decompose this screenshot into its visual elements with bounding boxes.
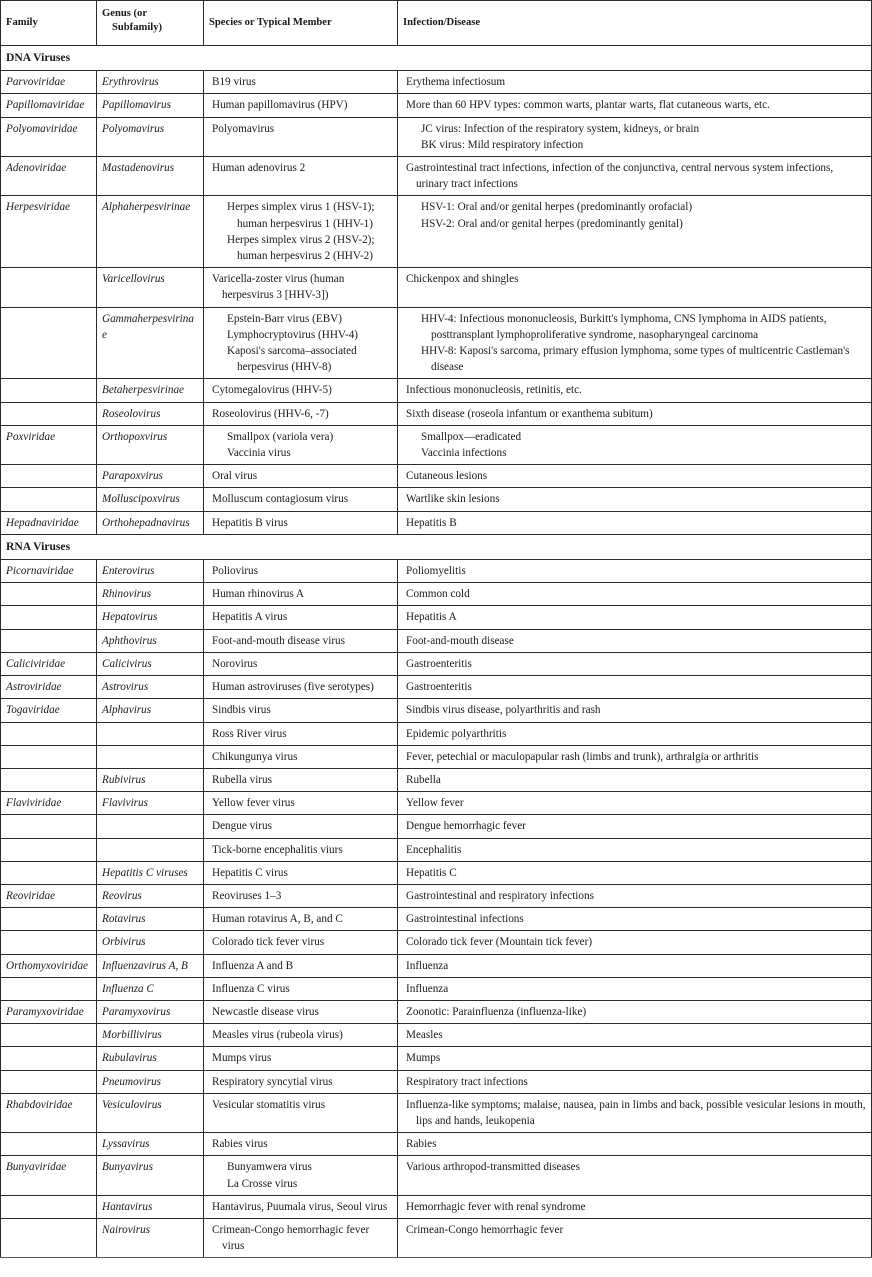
disease-cell: Gastrointestinal and respiratory infections — [398, 884, 872, 907]
genus-cell: Nairovirus — [97, 1218, 204, 1257]
family-cell — [1, 745, 97, 768]
species-cell: Newcastle disease virus — [204, 1000, 398, 1023]
genus-cell: Paramyxovirus — [97, 1000, 204, 1023]
disease-cell: Measles — [398, 1024, 872, 1047]
genus-cell: Influenza C — [97, 977, 204, 1000]
disease-cell — [398, 425, 872, 464]
species-cell: Human rotavirus A, B, and C — [204, 908, 398, 931]
table-row — [1, 402, 872, 425]
species-cell: Norovirus — [204, 652, 398, 675]
disease-cell: Gastrointestinal tract infections, infection of the conjunctiva, central nervous system infections, urinary tract infections — [398, 157, 872, 196]
genus-cell: Molluscipoxvirus — [97, 488, 204, 511]
header-genus-line1: Genus (or — [102, 8, 148, 19]
disease-cell: Sindbis virus disease, polyarthritis and rash — [398, 699, 872, 722]
family-cell: Hepadnaviridae — [1, 511, 97, 534]
family-cell — [1, 488, 97, 511]
disease-cell: Yellow fever — [398, 792, 872, 815]
species-cell: Hepatitis A virus — [204, 606, 398, 629]
table-row — [1, 699, 872, 722]
table-row — [1, 196, 872, 268]
genus-cell — [97, 745, 204, 768]
header-genus — [97, 1, 204, 46]
species-cell: Colorado tick fever virus — [204, 931, 398, 954]
genus-cell: Vesiculovirus — [97, 1093, 204, 1132]
table-row — [1, 722, 872, 745]
genus-cell: Enterovirus — [97, 560, 204, 583]
family-cell — [1, 838, 97, 861]
genus-cell: Betaherpesvirinae — [97, 379, 204, 402]
section-title: DNA Viruses — [1, 46, 872, 71]
species-cell — [204, 425, 398, 464]
genus-cell: Astrovirus — [97, 676, 204, 699]
species-cell: Reoviruses 1–3 — [204, 884, 398, 907]
disease-cell — [398, 307, 872, 379]
disease-cell: More than 60 HPV types: common warts, plantar warts, flat cutaneous warts, etc. — [398, 94, 872, 117]
species-cell: Hepatitis C virus — [204, 861, 398, 884]
genus-cell: Polyomavirus — [97, 117, 204, 156]
disease-cell: Encephalitis — [398, 838, 872, 861]
genus-cell: Influenzavirus A, B — [97, 954, 204, 977]
table-row — [1, 1047, 872, 1070]
family-cell — [1, 908, 97, 931]
species-cell-line: Epstein-Barr virus (EBV) — [227, 312, 342, 325]
disease-cell: Common cold — [398, 583, 872, 606]
species-cell: Varicella-zoster virus (human herpesvirus 3 [HHV-3]) — [204, 268, 398, 307]
family-cell: Togaviridae — [1, 699, 97, 722]
family-cell: Poxviridae — [1, 425, 97, 464]
table-row — [1, 71, 872, 94]
disease-cell: Hemorrhagic fever with renal syndrome — [398, 1195, 872, 1218]
table-row — [1, 1156, 872, 1195]
family-cell: Bunyaviridae — [1, 1156, 97, 1195]
disease-cell — [398, 196, 872, 268]
family-cell — [1, 1195, 97, 1218]
disease-cell: Hepatitis A — [398, 606, 872, 629]
table-row — [1, 425, 872, 464]
species-cell-line: La Crosse virus — [227, 1177, 298, 1190]
disease-cell: Infectious mononucleosis, retinitis, etc. — [398, 379, 872, 402]
species-cell: Influenza C virus — [204, 977, 398, 1000]
table-row — [1, 511, 872, 534]
family-cell — [1, 977, 97, 1000]
family-cell: Picornaviridae — [1, 560, 97, 583]
genus-cell: Rubulavirus — [97, 1047, 204, 1070]
table-row — [1, 379, 872, 402]
family-cell: Papillomaviridae — [1, 94, 97, 117]
genus-cell: Aphthovirus — [97, 629, 204, 652]
species-cell: Dengue virus — [204, 815, 398, 838]
species-cell — [204, 196, 398, 268]
table-row — [1, 1093, 872, 1132]
table-row — [1, 606, 872, 629]
family-cell — [1, 268, 97, 307]
table-row — [1, 1133, 872, 1156]
species-cell: Respiratory syncytial virus — [204, 1070, 398, 1093]
disease-cell: Sixth disease (roseola infantum or exanthema subitum) — [398, 402, 872, 425]
disease-cell-line: HHV-8: Kaposi's sarcoma, primary effusion lymphoma, some types of multicentric Castleman's disease — [421, 345, 850, 374]
disease-cell: Hepatitis C — [398, 861, 872, 884]
genus-cell: Varicellovirus — [97, 268, 204, 307]
family-cell: Herpesviridae — [1, 196, 97, 268]
species-cell: Measles virus (rubeola virus) — [204, 1024, 398, 1047]
table-row — [1, 629, 872, 652]
genus-cell: Calicivirus — [97, 652, 204, 675]
genus-cell: Rotavirus — [97, 908, 204, 931]
genus-cell: Orbivirus — [97, 931, 204, 954]
species-cell: Human astroviruses (five serotypes) — [204, 676, 398, 699]
table-row — [1, 1218, 872, 1257]
species-cell: Mumps virus — [204, 1047, 398, 1070]
species-cell-line: Vaccinia virus — [227, 447, 291, 460]
genus-cell — [97, 838, 204, 861]
disease-cell-line: HSV-2: Oral and/or genital herpes (predominantly genital) — [421, 217, 683, 230]
table-row — [1, 1070, 872, 1093]
species-cell: Tick-borne encephalitis viurs — [204, 838, 398, 861]
disease-cell: Dengue hemorrhagic fever — [398, 815, 872, 838]
species-cell-line: Bunyamwera virus — [227, 1161, 312, 1174]
family-cell — [1, 629, 97, 652]
table-row — [1, 652, 872, 675]
disease-cell: Crimean-Congo hemorrhagic fever — [398, 1218, 872, 1257]
disease-cell: Poliomyelitis — [398, 560, 872, 583]
disease-cell: Gastroenteritis — [398, 676, 872, 699]
genus-cell: Rubivirus — [97, 768, 204, 791]
genus-cell: Parapoxvirus — [97, 465, 204, 488]
disease-cell: Gastroenteritis — [398, 652, 872, 675]
family-cell: Rhabdoviridae — [1, 1093, 97, 1132]
genus-cell: Gammaherpesvirinae — [97, 307, 204, 379]
table-row — [1, 560, 872, 583]
family-cell: Orthomyxoviridae — [1, 954, 97, 977]
family-cell: Caliciviridae — [1, 652, 97, 675]
species-cell: Foot-and-mouth disease virus — [204, 629, 398, 652]
family-cell: Adenoviridae — [1, 157, 97, 196]
table-row — [1, 815, 872, 838]
disease-cell: Influenza — [398, 954, 872, 977]
disease-cell: Hepatitis B — [398, 511, 872, 534]
family-cell: Astroviridae — [1, 676, 97, 699]
table-row — [1, 583, 872, 606]
disease-cell: Colorado tick fever (Mountain tick fever) — [398, 931, 872, 954]
genus-cell: Roseolovirus — [97, 402, 204, 425]
species-cell: Vesicular stomatitis virus — [204, 1093, 398, 1132]
disease-cell-line: HHV-4: Infectious mononucleosis, Burkitt's lymphoma, CNS lymphoma in AIDS patients, posttransplant lymphoproliferative syndrome, nasopharyngeal carcinoma — [421, 312, 827, 341]
table-row — [1, 488, 872, 511]
table-row — [1, 157, 872, 196]
species-cell — [204, 307, 398, 379]
header-family: Family — [1, 1, 97, 46]
table-row — [1, 884, 872, 907]
species-cell-line: Herpes simplex virus 1 (HSV-1); human herpesvirus 1 (HHV-1) — [227, 201, 375, 230]
section-title: RNA Viruses — [1, 534, 872, 559]
disease-cell: Zoonotic: Parainfluenza (influenza-like) — [398, 1000, 872, 1023]
species-cell: B19 virus — [204, 71, 398, 94]
species-cell: Yellow fever virus — [204, 792, 398, 815]
table-row — [1, 1000, 872, 1023]
table-row — [1, 268, 872, 307]
genus-cell: Alphaherpesvirinae — [97, 196, 204, 268]
family-cell: Parvoviridae — [1, 71, 97, 94]
header-row — [1, 1, 872, 46]
disease-cell: Mumps — [398, 1047, 872, 1070]
species-cell: Sindbis virus — [204, 699, 398, 722]
family-cell — [1, 768, 97, 791]
table-row — [1, 465, 872, 488]
species-cell: Molluscum contagiosum virus — [204, 488, 398, 511]
family-cell — [1, 583, 97, 606]
disease-cell: Rabies — [398, 1133, 872, 1156]
section-row-dna — [1, 46, 872, 71]
genus-cell — [97, 722, 204, 745]
disease-cell: Chickenpox and shingles — [398, 268, 872, 307]
table-row — [1, 792, 872, 815]
species-cell: Hepatitis B virus — [204, 511, 398, 534]
disease-cell: Foot-and-mouth disease — [398, 629, 872, 652]
table-body — [1, 46, 872, 1258]
disease-cell: Gastrointestinal infections — [398, 908, 872, 931]
species-cell-line: Herpes simplex virus 2 (HSV-2); human herpesvirus 2 (HHV-2) — [227, 233, 375, 263]
species-cell: Cytomegalovirus (HHV-5) — [204, 379, 398, 402]
disease-cell: Epidemic polyarthritis — [398, 722, 872, 745]
disease-cell: Wartlike skin lesions — [398, 488, 872, 511]
genus-cell: Bunyavirus — [97, 1156, 204, 1195]
genus-cell: Mastadenovirus — [97, 157, 204, 196]
table-row — [1, 768, 872, 791]
family-cell — [1, 465, 97, 488]
genus-cell: Hantavirus — [97, 1195, 204, 1218]
species-cell: Ross River virus — [204, 722, 398, 745]
disease-cell: Influenza-like symptoms; malaise, nausea, pain in limbs and back, possible vesicular lesions in mouth, lips and hands, leukopenia — [398, 1093, 872, 1132]
disease-cell-line: BK virus: Mild respiratory infection — [421, 138, 584, 151]
family-cell: Flaviviridae — [1, 792, 97, 815]
header-species: Species or Typical Member — [204, 1, 398, 46]
section-row-rna — [1, 534, 872, 559]
species-cell: Human papillomavirus (HPV) — [204, 94, 398, 117]
table-row — [1, 977, 872, 1000]
species-cell: Crimean-Congo hemorrhagic fever virus — [204, 1218, 398, 1257]
family-cell — [1, 815, 97, 838]
disease-cell-line: HSV-1: Oral and/or genital herpes (predominantly orofacial) — [421, 201, 693, 214]
family-cell — [1, 606, 97, 629]
genus-cell: Hepatitis C viruses — [97, 861, 204, 884]
family-cell — [1, 1133, 97, 1156]
header-genus-line2: Subfamily) — [112, 22, 163, 33]
table-row — [1, 908, 872, 931]
table-row — [1, 838, 872, 861]
genus-cell: Erythrovirus — [97, 71, 204, 94]
genus-cell: Alphavirus — [97, 699, 204, 722]
table-row — [1, 954, 872, 977]
species-cell-line: Smallpox (variola vera) — [227, 430, 334, 443]
family-cell — [1, 307, 97, 379]
species-cell: Rabies virus — [204, 1133, 398, 1156]
genus-cell: Flavivirus — [97, 792, 204, 815]
disease-cell-line: JC virus: Infection of the respiratory system, kidneys, or brain — [421, 122, 700, 135]
genus-cell: Morbillivirus — [97, 1024, 204, 1047]
family-cell — [1, 861, 97, 884]
disease-cell: Rubella — [398, 768, 872, 791]
family-cell — [1, 1047, 97, 1070]
species-cell: Rubella virus — [204, 768, 398, 791]
species-cell: Roseolovirus (HHV-6, -7) — [204, 402, 398, 425]
family-cell — [1, 931, 97, 954]
family-cell: Paramyxoviridae — [1, 1000, 97, 1023]
family-cell — [1, 1070, 97, 1093]
table-row — [1, 117, 872, 156]
family-cell — [1, 402, 97, 425]
disease-cell: Fever, petechial or maculopapular rash (limbs and trunk), arthralgia or arthritis — [398, 745, 872, 768]
species-cell: Chikungunya virus — [204, 745, 398, 768]
table-row — [1, 931, 872, 954]
table-row — [1, 745, 872, 768]
disease-cell: Respiratory tract infections — [398, 1070, 872, 1093]
species-cell-line: Lymphocryptovirus (HHV-4) — [227, 328, 359, 341]
family-cell — [1, 1024, 97, 1047]
genus-cell — [97, 815, 204, 838]
species-cell: Influenza A and B — [204, 954, 398, 977]
species-cell-line: Kaposi's sarcoma–associated herpesvirus (HHV-8) — [227, 345, 357, 374]
disease-cell-line: Smallpox—eradicated — [421, 430, 522, 443]
table-row — [1, 676, 872, 699]
species-cell: Polyomavirus — [204, 117, 398, 156]
species-cell: Human rhinovirus A — [204, 583, 398, 606]
disease-cell: Cutaneous lesions — [398, 465, 872, 488]
table-row — [1, 1195, 872, 1218]
genus-cell: Pneumovirus — [97, 1070, 204, 1093]
disease-cell: Erythema infectiosum — [398, 71, 872, 94]
genus-cell: Reovirus — [97, 884, 204, 907]
species-cell: Oral virus — [204, 465, 398, 488]
family-cell — [1, 722, 97, 745]
species-cell: Human adenovirus 2 — [204, 157, 398, 196]
table-row — [1, 94, 872, 117]
table-row — [1, 861, 872, 884]
disease-cell: Influenza — [398, 977, 872, 1000]
species-cell — [204, 1156, 398, 1195]
family-cell — [1, 379, 97, 402]
table-row — [1, 1024, 872, 1047]
species-cell: Hantavirus, Puumala virus, Seoul virus — [204, 1195, 398, 1218]
species-cell: Poliovirus — [204, 560, 398, 583]
family-cell — [1, 1218, 97, 1257]
genus-cell: Orthopoxvirus — [97, 425, 204, 464]
family-cell: Polyomaviridae — [1, 117, 97, 156]
disease-cell: Various arthropod-transmitted diseases — [398, 1156, 872, 1195]
disease-cell-line: Vaccinia infections — [421, 447, 507, 460]
genus-cell: Papillomavirus — [97, 94, 204, 117]
table-row — [1, 307, 872, 379]
genus-cell: Rhinovirus — [97, 583, 204, 606]
disease-cell — [398, 117, 872, 156]
genus-cell: Lyssavirus — [97, 1133, 204, 1156]
genus-cell: Hepatovirus — [97, 606, 204, 629]
header-disease: Infection/Disease — [398, 1, 872, 46]
genus-cell: Orthohepadnavirus — [97, 511, 204, 534]
family-cell: Reoviridae — [1, 884, 97, 907]
